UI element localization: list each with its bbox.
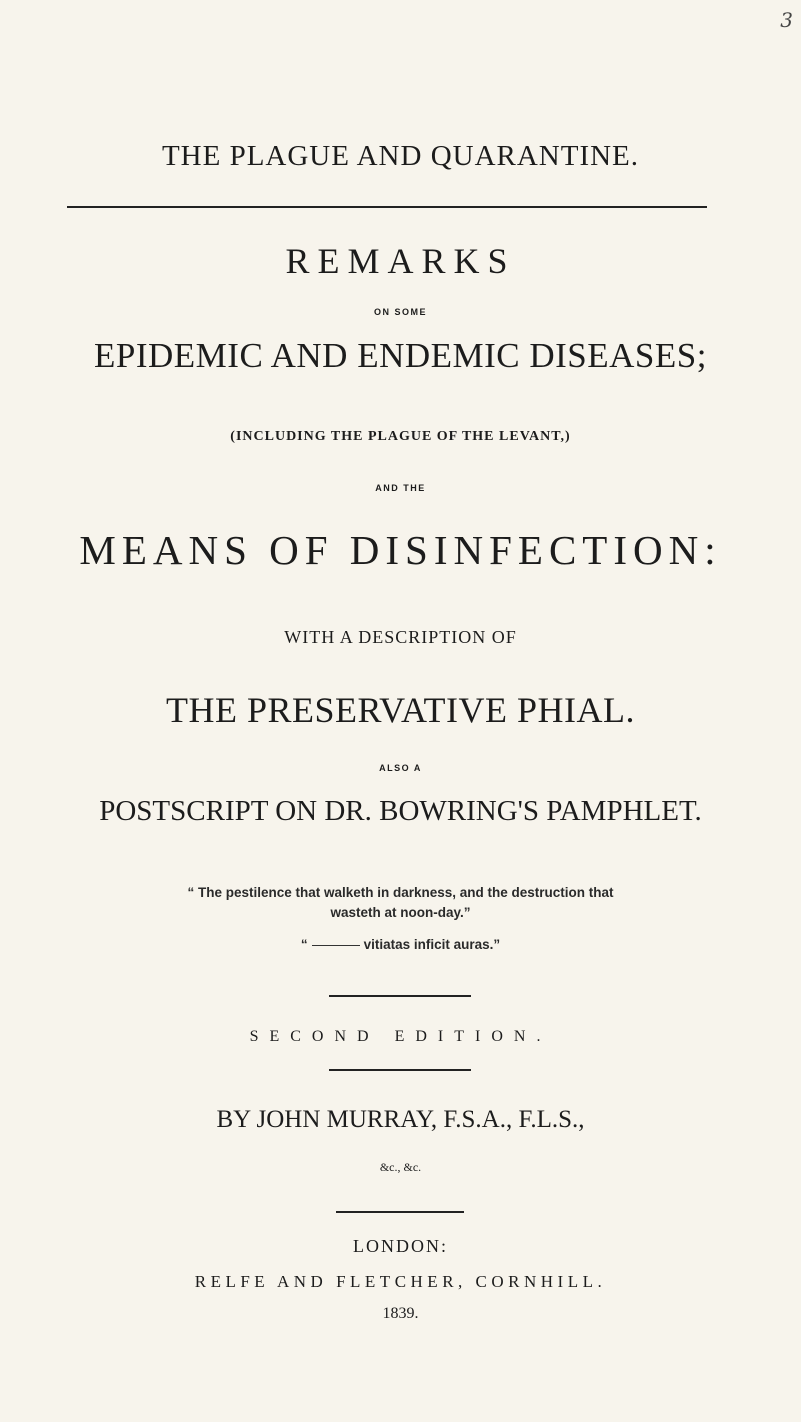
title-with-description: WITH A DESCRIPTION OF (284, 627, 517, 647)
half-title: THE PLAGUE AND QUARANTINE. (161, 140, 640, 172)
author: BY JOHN MURRAY, F.S.A., F.L.S., (216, 1106, 585, 1133)
author-etc: &c., &c. (379, 1160, 422, 1174)
title-also-a: ALSO A (379, 763, 422, 773)
epigraph-second (0, 937, 801, 952)
imprint-year: 1839. (382, 1305, 419, 1322)
imprint-rule (336, 1211, 464, 1213)
epigraph-dash (312, 945, 360, 946)
page-number: 3 (780, 8, 793, 32)
title-remarks: REMARKS (285, 241, 516, 281)
epigraph-second-open: “ (300, 937, 308, 952)
edition-rule-top (329, 995, 471, 997)
title-epidemic: EPIDEMIC AND ENDEMIC DISEASES; (94, 336, 707, 375)
edition: SECOND EDITION. (249, 1028, 552, 1045)
title-on-some: ON SOME (373, 307, 427, 317)
title-means: MEANS OF DISINFECTION: (79, 527, 722, 573)
epigraph-first-line2: wasteth at noon-day.” (330, 905, 471, 920)
epigraph-first-line1: “ The pestilence that walketh in darkness, and the destruction that (187, 885, 614, 900)
edition-rule-bottom (329, 1069, 471, 1071)
header-rule (67, 206, 707, 208)
title-postscript: POSTSCRIPT ON DR. BOWRING'S PAMPHLET. (99, 795, 702, 827)
title-including: (INCLUDING THE PLAGUE OF THE LEVANT,) (230, 429, 571, 444)
epigraph-second-text: vitiatas inficit auras.” (363, 937, 501, 952)
title-phial: THE PRESERVATIVE PHIAL. (166, 690, 635, 730)
epigraph-first (0, 883, 801, 923)
imprint-publisher: RELFE AND FLETCHER, CORNHILL. (194, 1272, 607, 1291)
title-and-the: AND THE (375, 483, 426, 493)
imprint-city: LONDON: (353, 1236, 448, 1256)
